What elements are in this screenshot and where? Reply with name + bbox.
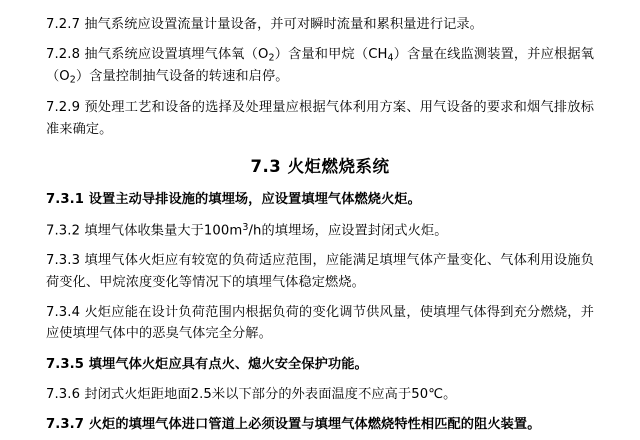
paragraph-7-3-2: 7.3.2 填埋气体收集量大于$100m^3/h$的填埋场，应设置封闭式火炬。 (46, 221, 448, 238)
paragraph-7-2-8: 7.2.8 抽气系统应设置填埋气体氧$(O_2)$含量和甲烷$(CH_4)$含量在线监测装置，并应根据氧$(O_2)$含量控制抽气设备的转速和启停。 (46, 47, 594, 87)
section-title: 7.3 火炬燃烧系统 (250, 157, 390, 177)
paragraph-7-3-4: 7.3.4 火炬应能在设计负荷范围内根据负荷的变化调节供风量，使填埋气体得到充分燃烧，并应使填埋气体中的恶臭气体完全分解。 (46, 304, 594, 342)
paragraph-7-3-6: 7.3.6 封闭式火炬距地面2.5米以下部分的外表面温度不应高于50℃。 (46, 387, 457, 403)
paragraph-7-3-7: 7.3.7 火炬的填埋气体进口管道上必须设置与填埋气体燃烧特性相匹配的阻火装置。 (46, 417, 541, 433)
paragraph-7-3-5: 7.3.5 填埋气体火炬应具有点火、熄火安全保护功能。 (46, 356, 368, 372)
paragraph-7-2-9: 7.2.9 预处理工艺和设备的选择及处理量应根据气体利用方案、用气设备的要求和烟气排放标准来确定。 (46, 100, 594, 137)
paragraph-7-2-7: 7.2.7 抽气系统应设置流量计量设备，并可对瞬时流量和累积量进行记录。 (46, 17, 483, 32)
paragraph-7-3-3: 7.3.3 填埋气体火炬应有较宽的负荷适应范围，应能满足填埋气体产量变化、气体利用设施负荷变化、甲烷浓度变化等情况下的填埋气体稳定燃烧。 (46, 253, 594, 290)
paragraph-7-3-1: 7.3.1 设置主动导排设施的填埋场，应设置填埋气体燃烧火炬。 (46, 192, 421, 208)
